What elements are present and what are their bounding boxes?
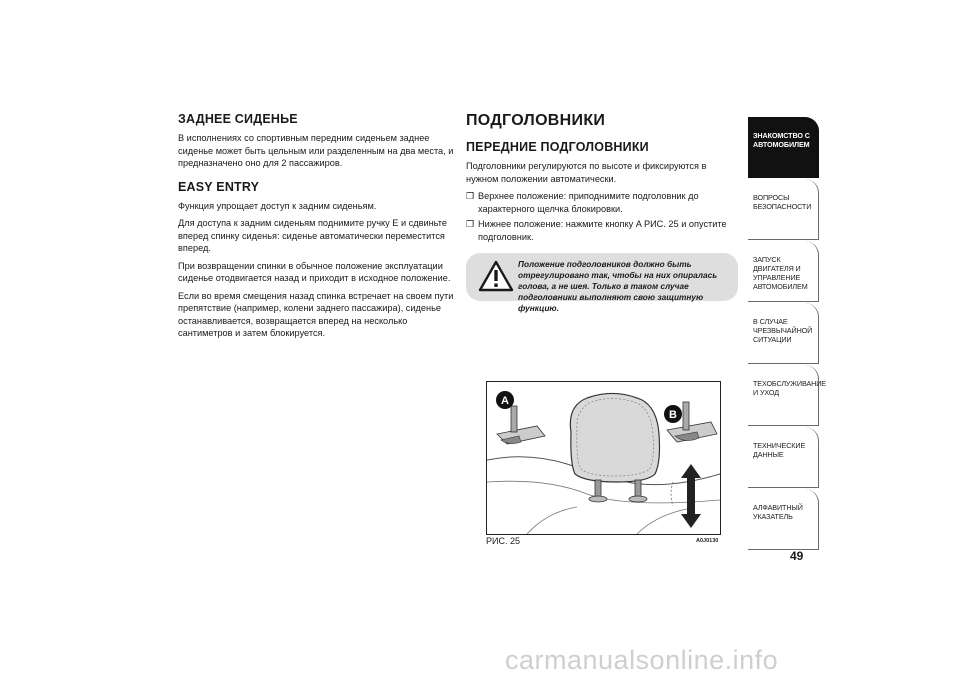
bullet-text: Нижнее положение: нажмите кнопку A РИС. 25 и опустите подголовник. (478, 219, 727, 242)
tab-label: В СЛУЧАЕ ЧРЕЗВЫЧАЙНОЙ СИТУАЦИИ (753, 317, 813, 344)
tab-emergency[interactable] (748, 303, 819, 364)
headrest-positions-list (466, 190, 738, 243)
easy-entry-para-2: Для доступа к задним сиденьям поднимите ручку E и сдвиньте вперед спинку сиденья: сиденье автоматически переместится вперед. (178, 218, 447, 253)
tab-maintenance[interactable] (748, 365, 827, 426)
easy-entry-para-4: Если во время смещения назад спинка встречает на своем пути препятствие (например, колени заднего пассажира), сиденье останавливается, возвращается вперед на несколько сантиметров и затем блокируется. (178, 290, 454, 338)
headrests-intro: Подголовники регулируются по высоте и фиксируются в нужном положении автоматически. (466, 161, 707, 184)
tab-technical-data[interactable] (748, 427, 819, 488)
tab-label: ВОПРОСЫ БЕЗОПАСНОСТИ (753, 193, 812, 211)
warning-box (466, 253, 738, 313)
headrest-illustration (487, 382, 720, 534)
tab-label: ЗНАКОМСТВО С АВТОМОБИЛЕМ (753, 131, 810, 149)
warning-triangle-icon (478, 260, 514, 292)
list-item (466, 190, 738, 215)
easy-entry-para-1: Функция упрощает доступ к задним сиденьям. (178, 200, 377, 211)
tab-vehicle-overview[interactable] (748, 117, 819, 178)
tab-index[interactable] (748, 489, 819, 550)
list-item (466, 218, 738, 243)
tab-safety[interactable] (748, 179, 819, 240)
easy-entry-heading: EASY ENTRY (178, 179, 260, 194)
page-number: 49 (790, 549, 804, 563)
callout-b-label: B (669, 409, 677, 421)
bullet-text: Верхнее положение: приподнимите подголовник до характерного щелчка блокировки. (478, 191, 699, 214)
callout-a-label: A (501, 395, 509, 407)
rear-seat-text: В исполнениях со спортивным передним сиденьем заднее сиденье может быть цельным или разделенным на два места, и предназначено оно для 2 пассажиров. (178, 133, 454, 168)
tab-label: АЛФАВИТНЫЙ УКАЗАТЕЛЬ (753, 503, 803, 521)
headrests-title: ПОДГОЛОВНИКИ (466, 112, 606, 129)
tab-label: ТЕХОБСЛУЖИВАНИЕ И УХОД (753, 379, 827, 397)
left-column (178, 112, 458, 345)
front-headrests-heading: ПЕРЕДНИЕ ПОДГОЛОВНИКИ (466, 140, 649, 154)
figure-code: A0J0130 (696, 538, 719, 544)
rear-seat-heading: ЗАДНЕЕ СИДЕНЬЕ (178, 112, 298, 126)
watermark: carmanualsonline.info (505, 645, 779, 675)
figure-caption: РИС. 25 (486, 536, 520, 546)
right-column (466, 112, 738, 313)
headrest-figure (486, 381, 721, 535)
easy-entry-para-3: При возвращении спинки в обычное положение эксплуатации сиденье отодвигается назад и приходит в исходное положение. (178, 260, 451, 283)
checkbox-bullet-icon: ❒ (466, 191, 475, 201)
tab-label: ТЕХНИЧЕСКИЕ ДАННЫЕ (753, 441, 806, 459)
tab-label: ЗАПУСК ДВИГАТЕЛЯ И УПРАВЛЕНИЕ АВТОМОБИЛЕМ (753, 255, 808, 291)
tab-starting-driving[interactable] (748, 241, 819, 302)
checkbox-bullet-icon: ❒ (466, 219, 475, 229)
warning-text: Положение подголовников должно быть отрегулировано так, чтобы на них опиралась голова, а не шея. Только в таком случае подголовники выполняют свою защитную функцию. (518, 259, 718, 313)
